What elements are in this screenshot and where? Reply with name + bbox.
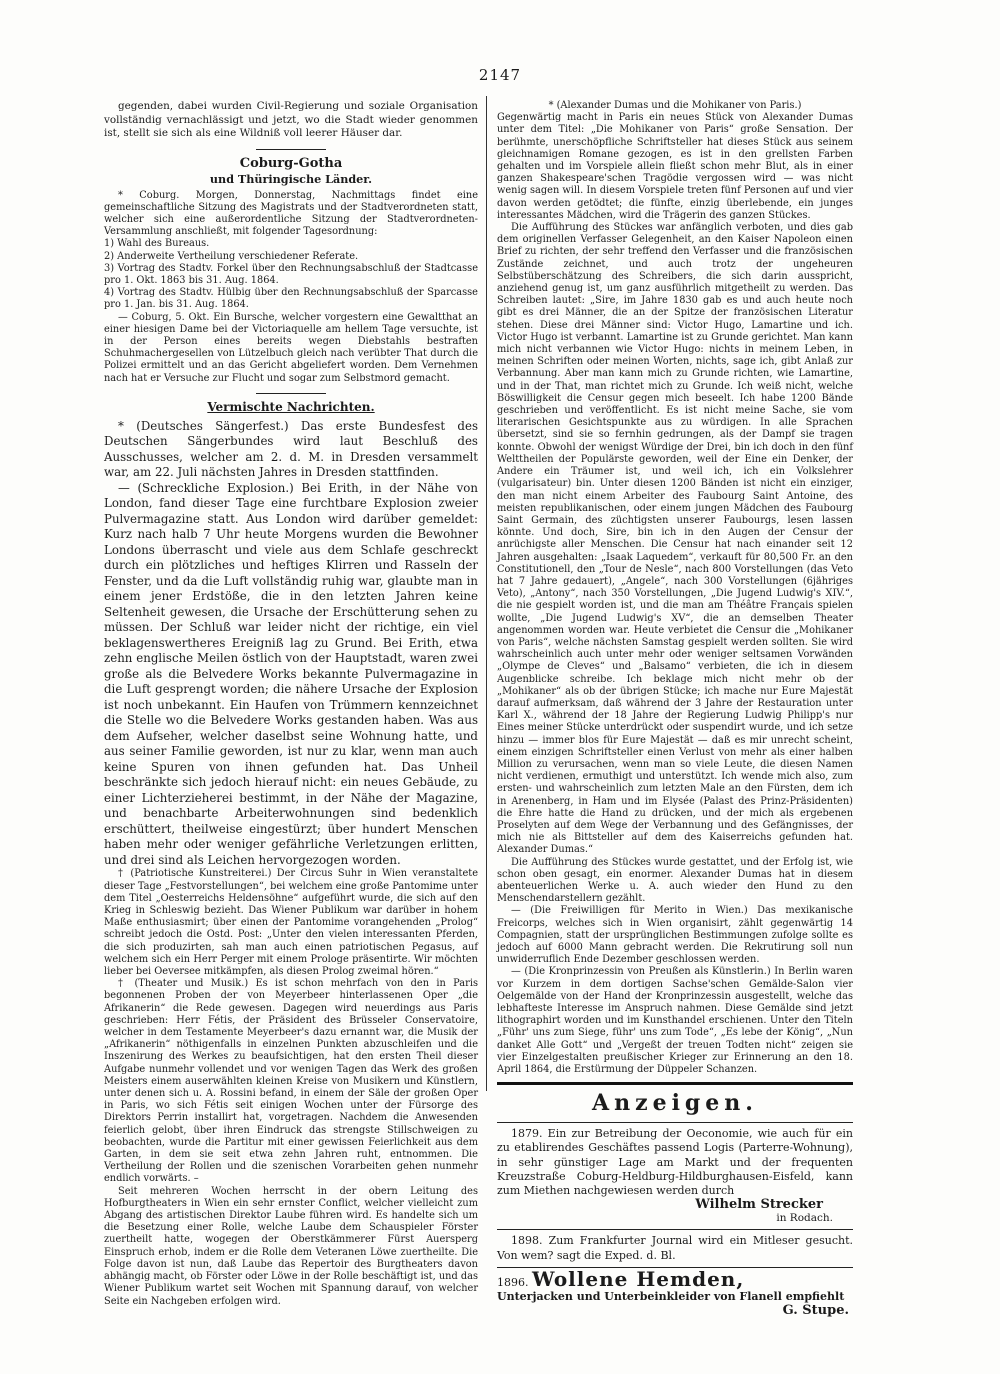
ads-rule — [497, 1122, 853, 1123]
ad-hemden-title: Wollene Hemden, — [532, 1266, 745, 1291]
agenda-list — [104, 238, 478, 311]
left-column — [104, 100, 478, 1308]
ad-logis-signature: Wilhelm Strecker — [695, 1197, 823, 1213]
coburg-paragraph-1: * Coburg. Morgen, Donnerstag, Nachmittags findet eine gemeinschaftliche Sitzung des Magistrats und der Stadtverordneten statt, welcher sich eine außerordentliche Sitzung der Stadtverordneten-Versammlung anschließt, mit folgender Tagesordnung: — [104, 189, 478, 238]
ad-logis-place: in Rodach. — [776, 1211, 833, 1224]
column-divider — [486, 96, 487, 1091]
vermischte-heading: Vermischte Nachrichten. — [207, 399, 375, 414]
coburg-paragraph-2: — Coburg, 5. Okt. Ein Bursche, welcher vorgestern eine Gewaltthat an einer hiesigen Dame bei der Victoriaquelle am hellem Tage versuchte, ist in der Person eines bereits wegen Diebstahls bestraften Schuhmachergesellen von Lützelbuch gleich nach verübter That durch die Polizei ermittelt und an das Gericht abgeliefert worden. Dem Vernehmen nach hat er Versuche zur Flucht und sogar zum Selbstmord gemacht. — [104, 311, 478, 384]
right-column — [497, 100, 853, 1318]
ad-hemden-number: 1896. — [497, 1275, 529, 1289]
agenda-item: 3) Vortrag des Stadtv. Forkel über den Rechnungsabschluß der Stadtcasse pro 1. Okt. 1863 bis 31. Aug. 1864. — [104, 262, 478, 287]
ad-hemden-body: Unterjacken und Unterbeinkleider von Flanell empfiehlt — [497, 1289, 845, 1303]
coburg-subheading: und Thüringische Länder. — [209, 171, 373, 186]
agenda-item: 2) Anderweite Vertheilung verschiedener Referate. — [104, 250, 359, 262]
agenda-item: 1) Wahl des Bureaus. — [104, 238, 210, 250]
dumas-paragraph-3: Die Aufführung des Stückes wurde gestattet, und der Erfolg ist, wie schon oben gesagt, ein enormer. Alexander Dumas hat in diesem abenteuerlichen Werke u. A. auch wieder den Hund zu den Menschendarstellern gezählt. — [497, 856, 853, 905]
article-theater-musik: † (Theater und Musik.) Es ist schon mehrfach von den in Paris begonnenen Proben der von Meyerbeer hinterlassenen Oper „die Afrikanerin“ die Rede gewesen. Dagegen wird neuerdings aus Paris geschrieben: Herr Fétis, der Präsident des Brüsseler Conservatoire, welcher in dem Testamente Meyerbeer's dazu ernannt war, die Musik der „Afrikanerin“ nöthigenfalls in einzelnen Punkten abzuschleifen und die Inszenirung des Werkes zu beaufsichtigen, hat den ersten Theil dieser Aufgabe nunmehr vollendet und vor wenigen Tagen das Werk des großen Meisters einem auserwählten kleinen Kreise von Musikern und Künstlern, unter denen sich u. A. Rossini befand, in einem der Säle der großen Oper in Paris, wo sich Fétis seit einigen Wochen unter der Fürsorge des Direktors Perrin installirt hat, vorgetragen. Nachdem die Anwesenden feierlich gelobt, über ihren Eindruck das strengste Stillschweigen zu beobachten, wurde die Partitur mit einer gewissen Feierlichkeit aus dem Garten, in dem sie seit etwa zehn Jahren ruht, entnommen. Die Vertheilung der Rollen und die szenischen Vorarbeiten gehen nunmehr endlich vorwärts. – — [104, 978, 478, 1185]
ad-hemden-signature: G. Stupe. — [782, 1303, 849, 1319]
ad-hemden — [497, 1266, 853, 1291]
section-rule — [256, 393, 326, 394]
ad-logis-text: 1879. Ein zur Betreibung der Oeconomie, wie auch für ein zu etablirendes Geschäftes passend Logis (Parterre-Wohnung), in sehr günstiger Lage am Markt und der frequenten Kreuzstraße Coburg-Heldburg-Hildburghausen-Eisfeld, kann zum Miethen nachgewiesen werden durch — [497, 1127, 853, 1198]
coburg-heading: Coburg-Gotha — [239, 155, 343, 171]
dumas-title: * (Alexander Dumas und die Mohikaner von Paris.) — [548, 100, 802, 111]
ad-journal-text: 1898. Zum Frankfurter Journal wird ein Mitleser gesucht. Von wem? sagt die Exped. d. Bl. — [497, 1234, 853, 1262]
section-rule — [256, 149, 326, 150]
ads-top-rule — [497, 1082, 853, 1085]
ads-rule — [497, 1229, 853, 1230]
article-explosion: — (Schreckliche Explosion.) Bei Erith, in der Nähe von London, fand dieser Tage eine furchtbare Explosion zweier Pulvermagazine statt. Aus London wird darüber gemeldet: Kurz nach halb 7 Uhr heute Morgens wurden die Bewohner Londons überrascht und viele aus dem Schlafe geschreckt durch ein plötzliches und heftiges Klirren und Rasseln der Fenster, und da die Luft vollständig ruhig war, glaubte man in einem jener Erdstöße, die in den letzten Jahren keine Seltenheit gewesen, die Ursache der Erschütterung sehen zu müssen. Der Schluß war leider nicht der richtige, ein viel beklagenswertheres Ereigniß lag zu Grund. Bei Erith, etwa zehn englische Meilen östlich von der Hauptstadt, waren zwei große als die Belvedere Works bekannte Pulvermagazine in die Luft gesprengt worden; die nähere Ursache der Explosion ist noch unbekannt. Ein Haufen von Trümmern kennzeichnet die Stelle wo die Belvedere Works gestanden haben. Was aus dem Aufseher, welcher daselbst seine Wohnung hatte, und aus seiner Familie geworden, ist nur zu klar, wenn man auch keine Spuren von ihnen gefunden hat. Das Unheil beschränkte sich jedoch hierauf nicht: ein neues Gebäude, zu einer Lichterzieherei bestimmt, in der Nähe der Magazine, und benachbarte Arbeiterwohnungen sind bedenklich erschüttert, theilweise eingestürzt; über hundert Menschen haben mehr oder weniger gefährliche Verletzungen erlitten, und drei sind als Leichen hervorgezogen worden. — [104, 480, 478, 867]
article-kronprinzessin: — (Die Kronprinzessin von Preußen als Künstlerin.) In Berlin waren vor Kurzem in dem dortigen Sachse'schen Gemälde-Salon vier Oelgemälde von der Hand der Kronprinzessin ausgestellt, welche das lebhafteste Interesse im Anspruch nahmen. Diese Gemälde sind jetzt lithographirt worden und im Kunsthandel erschienen. Unter den Titeln „Führ' uns zum Siege, führ' uns zum Tode“, „Es lebe der König“, „Nun danket Alle Gott“ und „Vergeßt der treuen Todten nicht“ zeigen sie vier Einzelgestalten preußischer Krieger zur Erinnerung an den 18. April 1864, die Erstürmung der Düppeler Schanzen. — [497, 966, 853, 1076]
page-number: 2147 — [478, 66, 522, 84]
agenda-item: 4) Vortrag des Stadtv. Hülbig über den Rechnungsabschluß der Sparcasse pro 1. Jan. bis 31. Aug. 1864. — [104, 287, 478, 311]
article-saengerfest: * (Deutsches Sängerfest.) Das erste Bundesfest des Deutschen Sängerbundes wird laut Beschluß des Ausschusses, welcher am 2. d. M. in Dresden versammelt war, am 22. Juli nächsten Jahres in Dresden stattfinden. — [104, 418, 478, 480]
dumas-paragraph-1: Gegenwärtig macht in Paris ein neues Stück von Alexander Dumas unter dem Titel: „Die Mohikaner von Paris“ große Sensation. Der berühmte, unerschöpfliche Schriftsteller hat dieses Stück aus seinem gleichnamigen Romane gezogen, es ist in den grellsten Farben gehalten und im Vorspiele allein fließt schon mehr Blut, als in einer ganzen Shakespeare'schen Tragödie vergossen wird — was nicht wenig sagen will. In diesem Vorspiele treten fünf Personen auf und vier davon werden getödtet; die fünfte, einzig überlebende, ein junges interessantes Mädchen, wird die Trägerin des ganzen Stückes. — [497, 112, 853, 221]
article-freiwillige: — (Die Freiwilligen für Merito in Wien.) Das mexikanische Freicorps, welches sich in Wien organisirt, zählt gegenwärtig 14 Compagnien, statt der ursprünglichen Bestimmungen zufolge sollte es jedoch auf 6000 Mann gebracht werden. Die Rekrutirung soll nun unwiderruflich Ende Dezember geschlossen werden. — [497, 905, 853, 966]
article-kunstreiterei: † (Patriotische Kunstreiterei.) Der Circus Suhr in Wien veranstaltete dieser Tage „Festvorstellungen“, bei welchem eine große Pantomime unter dem Titel „Oesterreichs Heldensöhne“ aufgeführt wurde, die sich auf den Krieg in Schleswig bezieht. Das Wiener Publikum war darüber in hohem Maße enthusiasmirt; über einen der Pantomime vorangehenden „Prolog“ schreibt jedoch die Ostd. Post: „Unter den vielen interessanten Pferden, die sich produzirten, sah man auch einen patriotischen Pegasus, auf welchem sich ein Herr Perger mit einem Prologe präsentirte. Wir möchten lieber bei Oeversee mitkämpfen, als diesen Prolog zweimal hören.“ — [104, 868, 478, 978]
anzeigen-heading: Anzeigen. — [592, 1090, 758, 1117]
intro-paragraph: gegenden, dabei wurden Civil-Regierung und soziale Organisation vollständig vernachlässigt und jetzt, wo die Stadt wieder genommen ist, stellt sie sich als eine Wildniß voll leerer Häuser dar. — [104, 100, 478, 140]
dumas-paragraph-2: Die Aufführung des Stückes war anfänglich verboten, und dies gab dem originellen Verfasser Gelegenheit, an den Kaiser Napoleon einen Brief zu richten, der sehr treffend den Verfasser und die französischen Zustände zeichnet, und auch trotz der ungeheuren Selbstüberschätzung des Schreibers, die sich darin ausspricht, anziehend genug ist, um ganz ausführlich mitgetheilt zu werden. Das Schreiben lautet: „Sire, im Jahre 1830 gab es und auch heute noch gibt es drei Männer, die an der Spitze der französischen Literatur stehen. Diese drei Männer sind: Victor Hugo, Lamartine und ich. Victor Hugo ist verbannt. Lamartine ist zu Grunde gerichtet. Man kann mich nicht verbannen wie Victor Hugo: nichts in meinem Leben, in meinen Schriften oder meinen Worten, nichts, sage ich, gibt Anlaß zur Verbannung. Aber man kann mich zu Grunde richten, wie Lamartine, und in der That, man richtet mich zu Grunde. Ich weiß nicht, welche Böswilligkeit die Censur gegen mich beseelt. Ich habe 1200 Bände geschrieben und veröffentlicht. Es ist nicht meine Sache, sie vom literarischen Gesichtspunkte aus zu würdigen. In alle Sprachen übersetzt, sind sie so fernhin gedrungen, als der Dampf sie tragen konnte. Obwohl der wenigst Würdige der Drei, bin ich doch in den fünf Welttheilen der Populärste geworden, weil der Eine ein Denker, der Andere ein Träumer ist, und weil ich, ich ein Volkslehrer (vulgarisateur) bin. Unter diesen 1200 Bänden ist nicht ein einziger, den man nicht einem Arbeiter des Faubourg Saint Antoine, des meisten republikanischen, oder einem jungen Mädchen des Faubourg Saint Germain, des züchtigsten unserer Faubourgs, lesen lassen könnte. Und doch, Sire, bin ich in den Augen der Censur der anrüchigste aller Menschen. Die Censur hat nach einander seit 12 Jahren ausgehalten: „Isaak Laquedem“, verkauft für 80,500 Fr. an den Constitutionell, den „Tour de Nesle“, nach 800 Vorstellungen (das Veto hat 7 Jahre gedauert), „Angele“, nach 300 Vorstellungen (6jähriges Veto), „Antony“, nach 350 Vorstellungen, „Die Jugend Ludwig's XIV.“, die nie gespielt worden ist, und die man am Théâtre Français spielen wollte, „Die Jugend Ludwig's XV“, die an demselben Theater angenommen worden war. Heute verbietet die Censur die „Mohikaner von Paris“, welche nächsten Samstag gespielt werden sollten. Sie wird wahrscheinlich auch unter mehr oder weniger seltsamen Vorwänden „Olympe de Cleves“ und „Balsamo“ verbieten, die ich in diesem Augenblicke schreibe. Ich beklage mich nicht mehr ob der „Mohikaner“ als ob der übrigen Stücke; ich mache nur Eure Majestät darauf aufmerksam, daß während der 3 Jahre der Restauration unter Karl X., während der 18 Jahre der Regierung Ludwig Philipp's nur Eines meiner Stücke unterdrückt oder suspendirt wurde, und ich setze hinzu — immer blos für Eure Majestät — daß es mir unrecht scheint, einem einzigen Schriftsteller einen Verlust von mehr als einer halben Million zu verursachen, wenn man so viele Leute, die diesen Namen nicht verdienen, ermuthigt und unterstützt. Ich wende mich also, zum ersten- und wahrscheinlich zum letzten Male an den Fürsten, dem ich in Arenenberg, in Ham und im Elysée (Palast des Prinz-Präsidenten) die Ehre hatte die Hand zu drücken, und der mich als ergebenen Proselyten auf dem Wege der Verbannung und des Gefängnisses, der mich nie als Bittsteller auf dem des Kaiserreichs gefunden hat. Alexander Dumas.“ — [497, 222, 853, 856]
article-hofburgtheater: Seit mehreren Wochen herrscht in der obern Leitung des Hofburgtheaters in Wien ein sehr ernster Conflict, welcher vielleicht zum Abgang des artistischen Direktor Laube führen wird. Es handelte sich um die Besetzung einer Rolle, welche Laube dem Schauspieler Förster zuertheilt hatte, wogegen der Oberstkämmerer Fürst Auersperg Einspruch erhob, indem er die Rolle dem Veteranen Löwe zuertheilte. Die Folge davon ist nun, daß Laube das Repertoir des Burgtheaters davon abhängig macht, ob Förster oder Löwe in der Rolle beschäftigt ist, und das Wiener Publikum wartet seit Wochen mit Spannung darauf, von welcher Seite ein Nachgeben erfolgen wird. — [104, 1185, 478, 1307]
